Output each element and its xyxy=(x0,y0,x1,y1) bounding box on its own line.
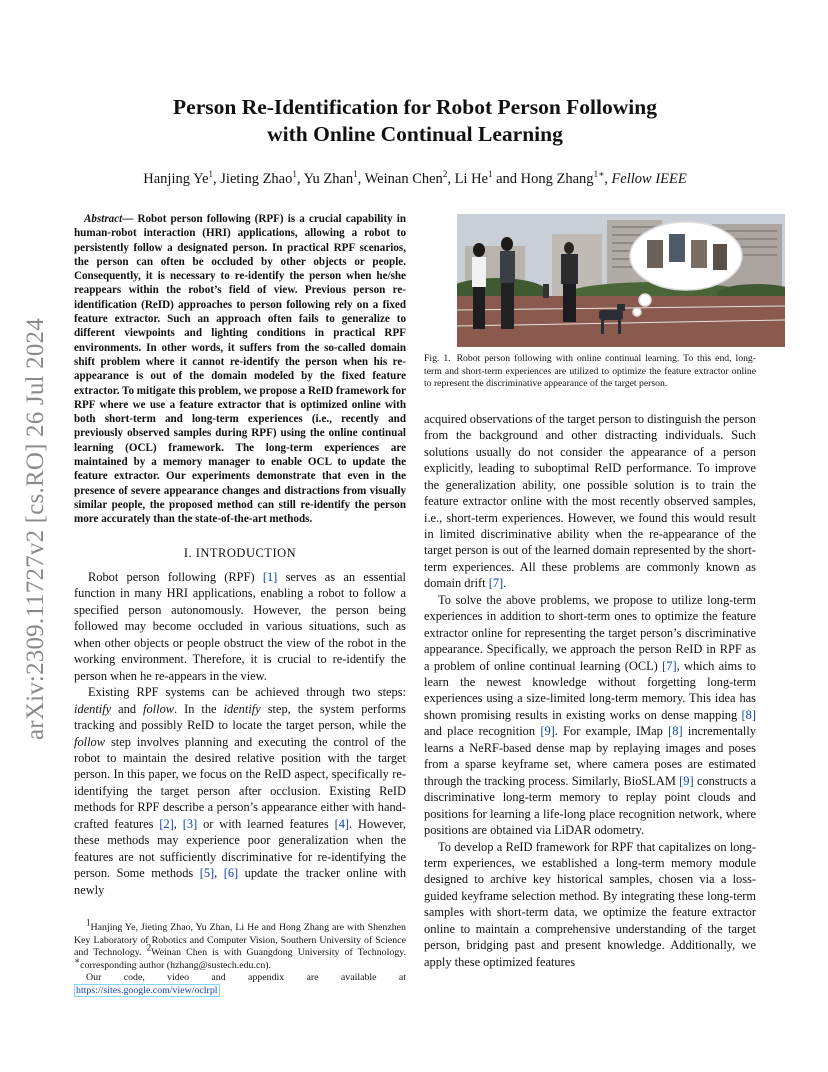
citation-link[interactable]: [5] xyxy=(199,866,215,881)
author-name: Hong Zhang xyxy=(520,171,594,187)
author-name: Li He xyxy=(454,171,488,187)
author-name: Yu Zhan xyxy=(303,171,354,187)
intro-paragraph-5: To develop a ReID framework for RPF that capitalizes on long-term experiences, we established a long-term memory module designed to archive key historical samples, chosen via a loss-guided keyframe selection method. By integrating these long-term samples with short-term data, we optimize the feature extractor online to maintain a comprehensive understanding of the target person, bridging past and present knowledge. Additionally, we apply these optimized features xyxy=(424,839,756,969)
footnote-affiliations: $^1$Hanjing Ye, Jieting Zhao, Yu Zhan, Li He and Hong Zhang are with Shenzhen Key Laboratory of Robotics and Computer Vision, Southern University of Science and Technology. $^2$Weinan Chen is with Guangdong University of Technology. ∗corresponding author (hzhang@sustech.edu.cn). xyxy=(74,917,406,971)
intro-paragraph-2: Existing RPF systems can be achieved through two steps: identify and follow. In the identify step, the system performs tracking and possibly ReID to locate the target person, while the follow step involves planning and executing the control of the robot to maintain the desired relative position with the target person. In this paper, we focus on the ReID aspect, specifically re-identifying the target person after occlusion. Existing ReID methods for RPF describe a person’s appearance either with hand-crafted features [2], [3] or with learned features [4]. However, these methods may experience poor generalization when the features are not sufficiently discriminative for re-identifying the person. Some methods [5], [6] update the tracker online with newly xyxy=(74,685,407,897)
author-list: Hanjing Ye$^1$, Jieting Zhao$^1$, Yu Zhan$^1$, Weinan Chen$^2$, Li He$^1$ and Hong Zhang$^{1∗}$, Fellow IEEE xyxy=(143,169,687,187)
section-heading: I. INTRODUCTION xyxy=(183,545,297,560)
author-suffix: Fellow IEEE xyxy=(611,171,687,187)
footnote-code: Our code, video and appendix are available at https://sites.google.com/view/oclrpl xyxy=(76,972,406,996)
footnote xyxy=(74,917,406,998)
arxiv-stamp: arXiv:2309.11727v2 [cs.RO] 26 Jul 2024 xyxy=(22,318,49,740)
citation-link[interactable]: [7] xyxy=(488,576,504,591)
citation-link[interactable]: [2] xyxy=(159,816,174,831)
citation-link[interactable]: [9] xyxy=(540,724,555,739)
abstract xyxy=(74,212,406,527)
abstract-label: Abstract xyxy=(84,213,123,225)
citation-link[interactable]: [9] xyxy=(679,773,694,788)
title-line-1: Person Re-Identification for Robot Person Following xyxy=(173,95,657,119)
author-name: Hanjing Ye xyxy=(143,171,209,187)
figure-caption: Fig. 1. Robot person following with online continual learning. To this end, long-term and short-term experiences are utilized to optimize the feature extractor online to represent the discriminative appearance of the target person. xyxy=(424,353,756,390)
intro-paragraph-1: Robot person following (RPF) [1] serves as an essential function in many HRI applications, enabling a robot to follow a specified person autonomously. However, the person being followed may become occluded in various situations, such as when other objects or people obstruct the view of the robot in the working environment. Therefore, it is crucial to re-identify the person when he re-appears in the view. xyxy=(74,569,406,683)
citation-link[interactable]: [8] xyxy=(668,724,683,739)
citation-link[interactable]: [8] xyxy=(741,707,756,722)
intro-paragraph-4: To solve the above problems, we propose to utilize long-term experiences in addition to short-term ones to optimize the feature extractor online for representing the target person’s discriminative appearance. Specifically, we approach the person ReID in RPF as a problem of online continual learning (OCL) [7], which aims to learn the newest knowledge without forgetting long-term experiences using a size-limited long-term memory. This idea has shown promising results in existing works on dense mapping [8] and place recognition [9]. For example, IMap [8] incrementally learns a NeRF-based dense map by replaying images and poses from a sparse keyframe set, where camera poses are estimated through the tracking process. Similarly, BioSLAM [9] constructs a discriminative long-term memory to replay point clouds and positions for learning a life-long place recognition network, where positions are obtained via LiDAR odometry. xyxy=(424,592,757,838)
paper-title xyxy=(120,94,710,148)
title-line-2: with Online Continual Learning xyxy=(267,122,563,146)
author-name: Jieting Zhao xyxy=(220,171,293,187)
figure-label: Fig. 1. xyxy=(424,353,451,364)
abstract-text: — Robot person following (RPF) is a crucial capability in human-robot interaction (HRI) applications, allowing a robot to persistently follow a designated person. In practical RPF scenarios, the person can often be occluded by other objects or people. Consequently, it is necessary to re-identify the person when he/she reappears within the robot’s field of view. Previous person re-identification (ReID) approaches to person following rely on a fixed feature extractor. Such an approach often fails to generalize to different viewpoints and lighting conditions in practical RPF environments. In other words, it suffers from the so-called domain shift problem where it cannot re-identify the person when his re-appearance is out of the domain modeled by the fixed feature extractor. To mitigate this problem, we propose a ReID framework for RPF where we use a feature extractor that is optimized online with both short-term and long-term experiences (i.e., recently and previously observed samples during RPF) using the online continual learning (OCL) framework. The long-term experiences are maintained by a memory manager to enable OCL to update the feature extractor. Our experiments demonstrate that even in the presence of severe appearance changes and distractions from visually similar people, the proposed method can still re-identify the person more accurately than the state-of-the-art methods. xyxy=(74,213,406,526)
citation-link[interactable]: [6] xyxy=(223,866,239,881)
citation-link[interactable]: [7] xyxy=(662,658,677,673)
citation-link[interactable]: [3] xyxy=(182,816,198,831)
citation-link[interactable]: [1] xyxy=(262,569,278,584)
right-column xyxy=(424,212,756,970)
author-name: Weinan Chen xyxy=(364,171,443,187)
intro-paragraph-3: acquired observations of the target person to distinguish the person from the background and other distracting individuals. Such solutions usually do not consider the appearance of a person explicitly, leading to suboptimal ReID performance. To improve the generalization ability, one possible solution is to train the feature extractor online with the most recently observed samples, i.e., short-term experiences. However, we found this would result in limited discriminative ability when the re-appearance of the target person is out of the learned domain represented by the short-term experiences. All these problems are commonly known as domain drift [7]. xyxy=(424,411,756,591)
figure-photo xyxy=(457,214,785,347)
left-column xyxy=(74,212,406,898)
project-url-link[interactable]: https://sites.google.com/view/oclrpl xyxy=(76,984,218,996)
robot-following-photo xyxy=(457,214,785,347)
citation-link[interactable]: [4] xyxy=(334,816,350,831)
